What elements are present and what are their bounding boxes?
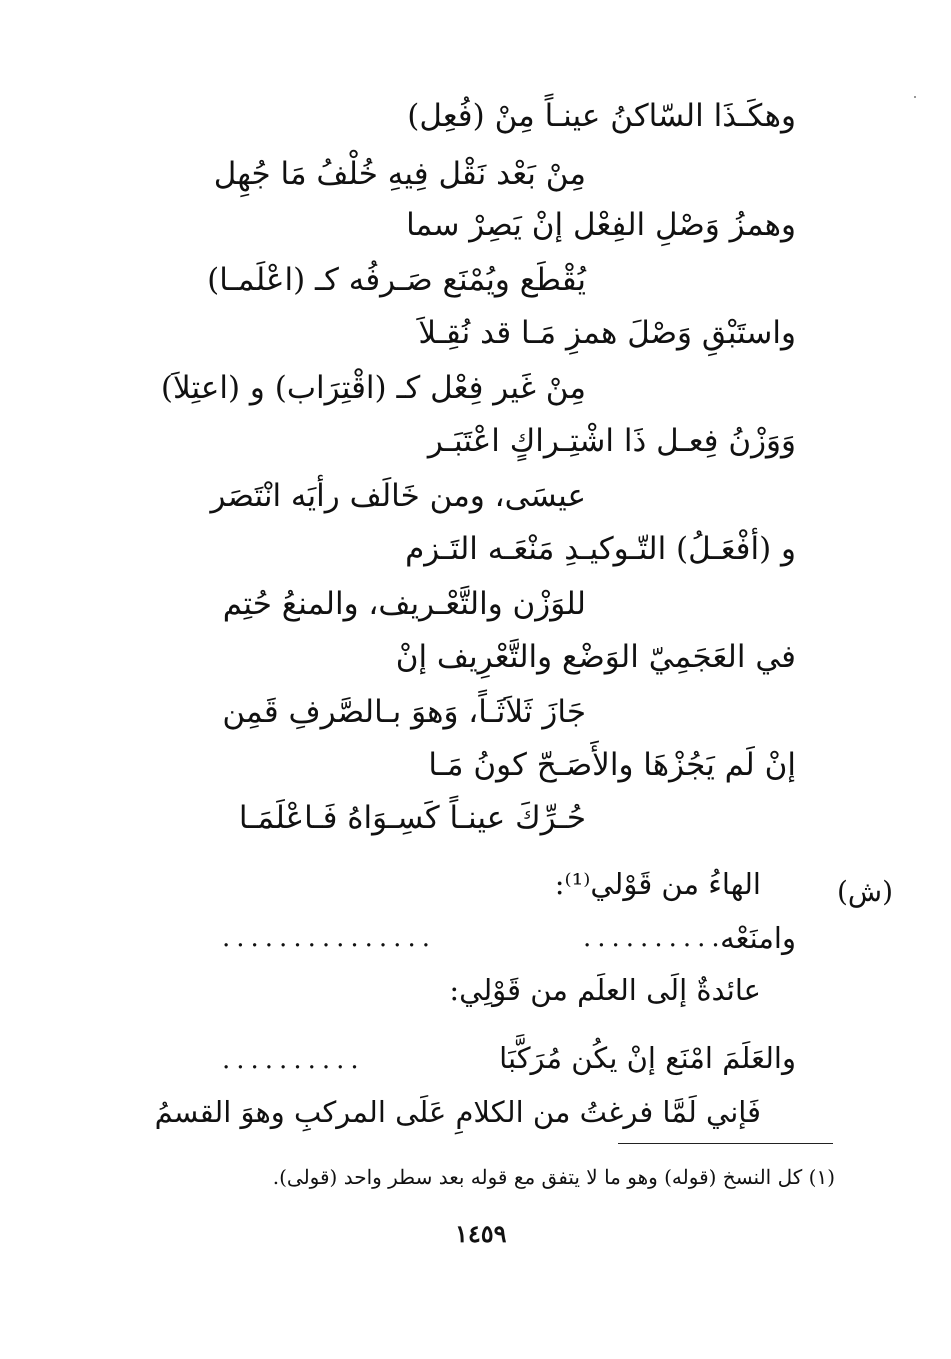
ellipsis-dots: .......... — [222, 1045, 365, 1075]
verse-line: جَازَ ثَلاَثَـاً، وَهوَ بـالصَّرفِ قَمِن — [222, 694, 586, 730]
ellipsis-dots: .......... — [583, 923, 726, 953]
scan-speck — [914, 96, 916, 98]
verse-line: وهكَـذَا السّاكنُ عينـاً مِنْ (فُعِل) — [407, 98, 796, 134]
verse-line: و (أفْعَـلُ) التّـوكيـدِ مَنْعَـه التَـزم — [405, 531, 796, 567]
footnote: (١) كل النسخ (قوله) وهو ما لا يتفق مع قوله بعد سطر واحد (قولى). — [272, 1165, 835, 1189]
verse-line: للوَزْن والتَّعْـريف، والمنعُ حُتِم — [222, 586, 586, 622]
commentary-line: الهاءُ من قَوْلي⁽¹⁾: — [554, 867, 761, 901]
commentary-line: وامنَعْه — [720, 921, 796, 955]
verse-line: مِنْ بَعْد نَقْل فِيهِ خُلْفُ مَا جُهِل — [213, 156, 586, 192]
footnote-separator — [618, 1143, 833, 1144]
page-number: ١٤٥٩ — [455, 1219, 507, 1248]
commentary-marker: (ش) — [836, 875, 893, 908]
verse-line: في العَجَمِيّ الوَضْع والتَّعْرِيف إنْ — [395, 639, 796, 675]
verse-line: يُقْطَع ويُمْنَع صَـرفُه كـ (اعْلَمـا) — [207, 262, 586, 298]
commentary-line: عائدةٌ إلَى العلَم من قَوْلِي: — [449, 973, 761, 1007]
verse-line: وهمزُ وَصْلِ الفِعْل إنْ يَصِرْ سما — [406, 207, 796, 243]
verse-line: وَوَزْنُ فِعـل ذَا اشْتِـراكٍ اعْتَبَـر — [427, 423, 796, 459]
verse-line: واستَبْقِ وَصْلَ همزِ مَـا قد نُقِـلاَ — [418, 315, 796, 351]
verse-line: مِنْ غَير فِعْل كـ (اقْتِرَاب) و (اعتِلاَ) — [160, 370, 586, 406]
verse-line: إنْ لَم يَجُزْهَا والأَصَـحّ كونُ مَـا — [428, 747, 796, 783]
verse-line: حُـرِّكَ عينـاً كَسِـوَاهُ فَـاعْلَمَـا — [238, 800, 586, 836]
ellipsis-dots: ............... — [222, 923, 436, 953]
commentary-line: والعَلَمَ امْنَع إنْ يكُن مُرَكَّبَا — [499, 1041, 796, 1075]
commentary-line: فَإني لَمَّا فرغتُ من الكلامِ عَلَى المركبِ وهوَ القسمُ — [154, 1095, 761, 1129]
verse-line: عيسَى، ومن خَالَف رأيَه انْتَصَر — [210, 478, 586, 514]
